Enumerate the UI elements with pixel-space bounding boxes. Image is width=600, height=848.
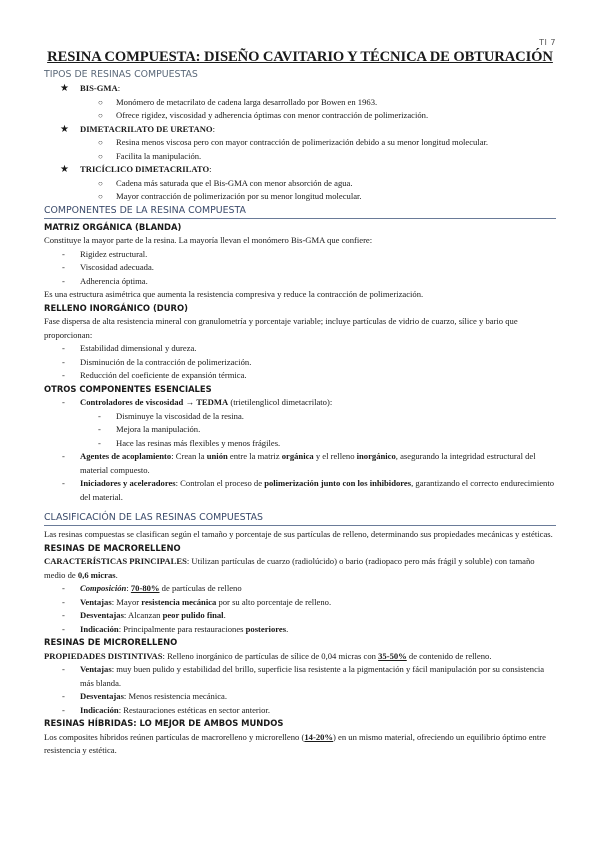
star-bullet-icon: ★ (60, 164, 69, 175)
paragraph: Es una estructura asimétrica que aumenta la resistencia compresiva y reduce la contracción de polimerización. (44, 289, 424, 299)
subheading-microrelleno: RESINAS DE MICRORELLENO (44, 637, 178, 647)
list-item: - Controladores de viscosidad → TEDMA (trietilenglicol dimetacrilato): (62, 397, 333, 407)
subheading-relleno: RELLENO INORGÁNICO (DURO) (44, 302, 188, 313)
section-heading-clasificacion: CLASIFICACIÓN DE LAS RESINAS COMPUESTAS (44, 511, 556, 526)
list-item: - Adherencia óptima. (62, 275, 148, 286)
item-label: BIS-GMA (80, 83, 118, 93)
circle-bullet-icon: ○ (98, 151, 103, 161)
list-item: - Desventajas: Alcanzan peor pulido final. (62, 610, 226, 620)
document-title: RESINA COMPUESTA: DISEÑO CAVITARIO Y TÉCNICA DE OBTURACIÓN (47, 49, 553, 65)
list-item: ○ Facilita la manipulación. (44, 150, 556, 164)
list-item: ★ BIS-GMA: (60, 83, 121, 94)
subheading-macrorelleno: RESINAS DE MACRORELLENO (44, 542, 181, 553)
star-bullet-icon: ★ (60, 123, 69, 135)
page-number: TI 7 (539, 38, 556, 47)
paragraph: Constituye la mayor parte de la resina. La mayoría llevan el monómero Bis-GMA que confiere: (44, 235, 373, 245)
list-item: - Indicación: Restauraciones estéticas en sector anterior. (62, 704, 270, 715)
circle-bullet-icon: ○ (98, 111, 103, 120)
list-item: - Ventajas: muy buen pulido y estabilidad del brillo, superficie lisa resistente a la pigmentación y fácil manipulación por su consistencia más blanda. (62, 664, 545, 688)
star-bullet-icon: ★ (60, 83, 69, 94)
list-item: - Iniciadores y aceleradores: Controlan el proceso de polimerización junto con los inhibidores, garantizando el correcto endurecimiento del material. (62, 478, 555, 502)
list-item: - Reducción del coeficiente de expansión térmica. (62, 370, 247, 380)
paragraph: PROPIEDADES DISTINTIVAS: Relleno inorgánico de partículas de sílice de 0,04 micras con 35-50% de contenido de relleno. (44, 650, 492, 661)
item-label: TRICÍCLICO DIMETACRILATO (80, 164, 210, 174)
list-item: ★ DIMETACRILATO DE URETANO: (60, 123, 215, 135)
list-item: - Indicación: Principalmente para restauraciones posteriores. (62, 623, 289, 634)
list-item: - Ventajas: Mayor resistencia mecánica por su alto porcentaje de relleno. (62, 596, 332, 607)
list-item: - Disminuye la viscosidad de la resina. (98, 410, 244, 421)
list-item: ○ Ofrece rigidez, viscosidad y adherencia óptimas con menor contracción de polimerización. (44, 109, 556, 123)
list-item: - Viscosidad adecuada. (62, 262, 154, 272)
list-item: ○ Monómero de metacrilato de cadena larga desarrollado por Bowen en 1963. (44, 96, 556, 110)
list-item: - Estabilidad dimensional y dureza. (62, 343, 197, 353)
paragraph: CARACTERÍSTICAS PRINCIPALES: Utilizan partículas de cuarzo (radiolúcido) o bario (radiopaco pero más frágil y soluble) con tamaño medio de 0,6 micras. (44, 556, 535, 580)
list-item: - Rigidez estructural. (62, 248, 148, 259)
list-item: - Mejora la manipulación. (98, 424, 201, 434)
subheading-hibridas: RESINAS HÍBRIDAS: LO MEJOR DE AMBOS MUNDOS (44, 718, 284, 728)
subheading-matriz: MATRIZ ORGÁNICA (BLANDA) (44, 221, 182, 232)
list-item: - Disminución de la contracción de polimerización. (62, 356, 252, 367)
paragraph: Fase dispersa de alta resistencia mineral con granulometría y porcentaje variable; incluye partículas de vidrio de cuarzo, sílice y bario que proporcionan: (44, 316, 518, 340)
circle-bullet-icon: ○ (98, 138, 103, 147)
list-item: ★ TRICÍCLICO DIMETACRILATO: (60, 164, 212, 175)
paragraph: Las resinas compuestas se clasifican según el tamaño y porcentaje de sus partículas de relleno, determinando sus propiedades mecánicas y estéticas. (44, 529, 553, 539)
item-label: DIMETACRILATO DE URETANO (80, 123, 213, 134)
circle-bullet-icon: ○ (98, 97, 103, 107)
list-item: ○ Cadena más saturada que el Bis-GMA con menor absorción de agua. (44, 177, 556, 191)
list-item: - Agentes de acoplamiento: Crean la unión entre la matriz orgánica y el relleno inorgánico, asegurando la integridad estructural del material compuesto. (62, 451, 536, 475)
subheading-otros: OTROS COMPONENTES ESENCIALES (44, 383, 212, 394)
paragraph: Los composites híbridos reúnen partículas de macrorelleno y microrelleno (14-20%) en un mismo material, ofreciendo un equilibrio óptimo entre resistencia y estética. (44, 731, 546, 755)
list-item: - Desventajas: Menos resistencia mecánica. (62, 691, 228, 701)
list-item: ○ Mayor contracción de polimerización por su menor longitud molecular. (44, 190, 556, 204)
circle-bullet-icon: ○ (98, 192, 103, 201)
section-heading-componentes: COMPONENTES DE LA RESINA COMPUESTA (44, 204, 556, 219)
list-item: - Hace las resinas más flexibles y menos frágiles. (98, 437, 281, 448)
list-item: - Composición: 70-80% de partículas de relleno (62, 583, 242, 593)
list-item: ○ Resina menos viscosa pero con mayor contracción de polimerización debido a su menor longitud molecular. (44, 136, 556, 150)
section-heading-tipos: TIPOS DE RESINAS COMPUESTAS (44, 69, 198, 80)
circle-bullet-icon: ○ (98, 178, 103, 188)
document-body (44, 68, 556, 758)
